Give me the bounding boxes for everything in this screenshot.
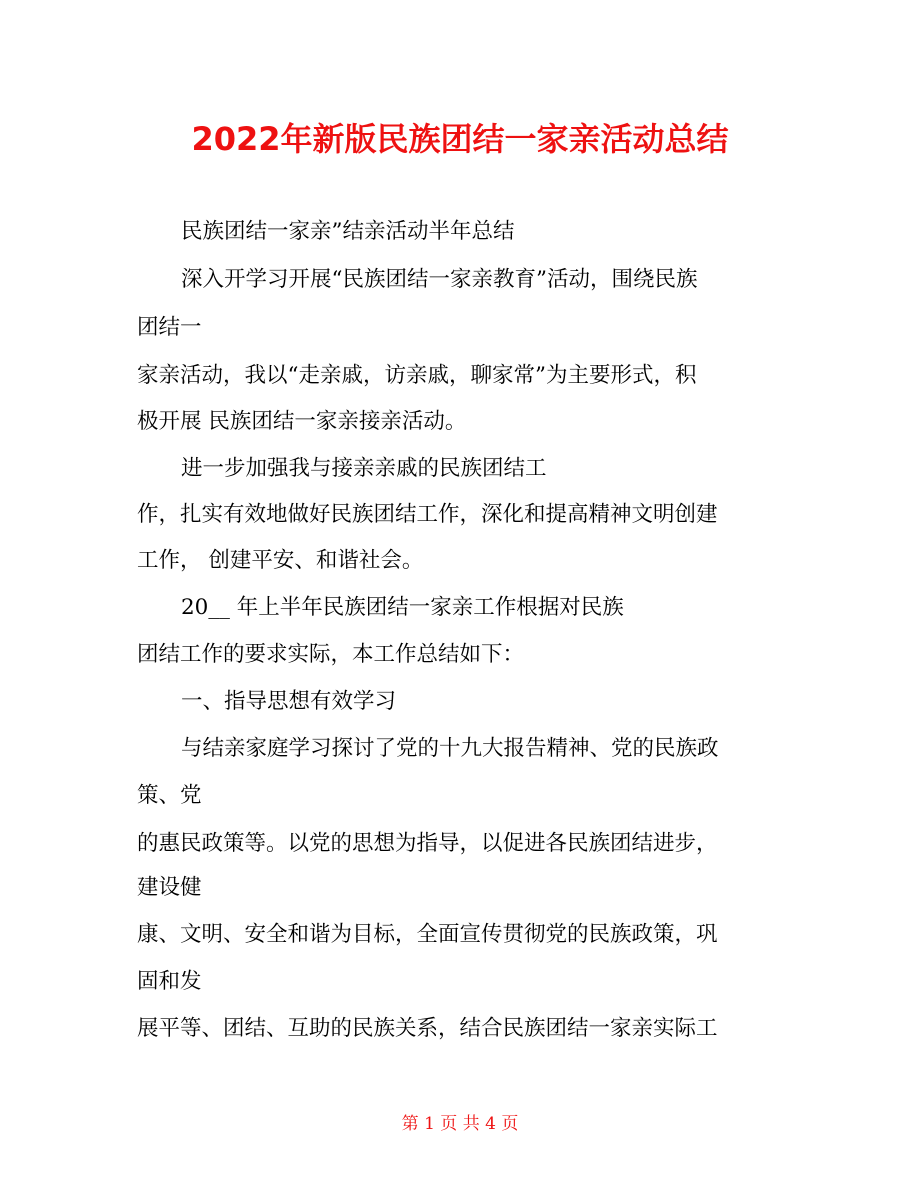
paragraph-line: 一、指导思想有效学习 [181, 689, 397, 714]
paragraph-line: 20__ 年上半年民族团结一家亲工作根据对民族 [181, 595, 624, 620]
paragraph-line: 作，扎实有效地做好民族团结工作，深化和提高精神文明创建 [137, 502, 718, 527]
paragraph-line: 的惠民政策等。以党的思想为指导，以促进各民族团结进步， [137, 831, 718, 856]
paragraph-line: 策、党 [137, 783, 202, 808]
paragraph-line: 家亲活动，我以“走亲戚，访亲戚，聊家常”为主要形式，积 [137, 363, 697, 388]
paragraph-line: 民族团结一家亲”结亲活动半年总结 [181, 219, 515, 244]
paragraph-line: 与结亲家庭学习探讨了党的十九大报告精神、党的民族政 [181, 736, 719, 761]
paragraph-line: 进一步加强我与接亲亲戚的民族团结工 [181, 456, 547, 481]
paragraph-line: 展平等、团结、互助的民族关系，结合民族团结一家亲实际工 [137, 1016, 718, 1041]
paragraph-line: 团结工作的要求实际，本工作总结如下： [137, 642, 525, 667]
page-footer: 第 1 页 共 4 页 [401, 1114, 519, 1134]
document-title: 2022年新版民族团结一家亲活动总结 [191, 120, 729, 158]
paragraph-line: 康、文明、安全和谐为目标，全面宣传贯彻党的民族政策，巩 [137, 922, 718, 947]
paragraph-line: 建设健 [137, 875, 202, 900]
paragraph-line: 深入开学习开展“民族团结一家亲教育”活动，围绕民族 [181, 267, 698, 292]
paragraph-line: 团结一 [137, 315, 202, 340]
paragraph-line: 固和发 [137, 969, 202, 994]
paragraph-line: 极开展 民族团结一家亲接亲活动。 [137, 409, 467, 434]
paragraph-line: 工作， 创建平安、和谐社会。 [137, 548, 424, 573]
